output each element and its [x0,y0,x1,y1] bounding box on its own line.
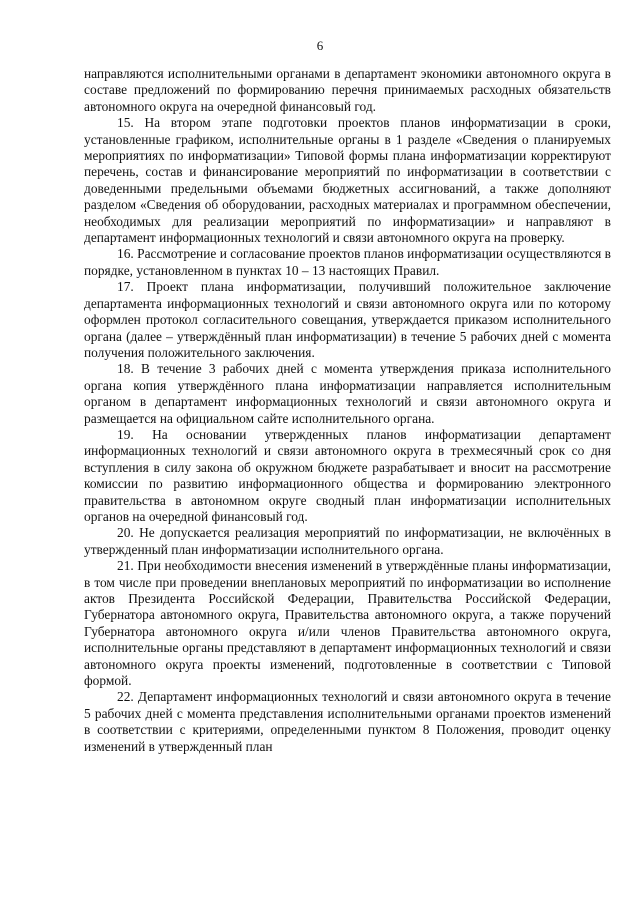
paragraph-15: 15. На втором этапе подготовки проектов планов информатизации в сроки, установленные графиком, исполнительные органы в 1 разделе «Сведения о планируемых мероприятиях по информатизации» Типовой формы плана информатизации корректируют перечень, состав и финансирование мероприятий по информатизации в соответствии с доведенными предельными объемами бюджетных ассигнований, а также дополняют разделом «Сведения об оборудовании, расходных материалах и программном обеспечении, необходимых для реализации мероприятий по информатизации» и направляют в департамент информационных технологий и связи автономного округа на проверку. [84,115,611,246]
paragraph-22: 22. Департамент информационных технологий и связи автономного округа в течение 5 рабочих дней с момента представления исполнительными органами проектов изменений в соответствии с критериями, определенными пунктом 8 Положения, проводит оценку изменений в утвержденный план [84,689,611,754]
document-body [84,66,611,755]
paragraph-16: 16. Рассмотрение и согласование проектов планов информатизации осуществляются в порядке, установленном в пунктах 10 – 13 настоящих Правил. [84,246,611,278]
paragraph-20: 20. Не допускается реализация мероприятий по информатизации, не включённых в утвержденный план информатизации исполнительного органа. [84,525,611,557]
paragraph-19: 19. На основании утвержденных планов информатизации департамент информационных технологий и связи автономного округа в трехмесячный срок со дня вступления в силу закона об окружном бюджете разрабатывает и вносит на рассмотрение комиссии по развитию информационного общества и формированию электронного правительства в автономном округе сводный план информатизации исполнительных органов на очередной финансовый год. [84,426,611,524]
page-number: 6 [316,38,324,53]
paragraph-18: 18. В течение 3 рабочих дней с момента утверждения приказа исполнительного органа копия утверждённого плана информатизации направляется исполнительным органом в департамент информационных технологий и связи автономного округа и размещается на официальном сайте исполнительного органа. [84,361,611,426]
paragraph-21: 21. При необходимости внесения изменений в утверждённые планы информатизации, в том числе при проведении внеплановых мероприятий по информатизации во исполнение актов Президента Российской Федерации, Правительства Российской Федерации, Губернатора автономного округа, Правительства автономного округа, а также поручений Губернатора автономного округа и/или членов Правительства автономного округа, исполнительные органы представляют в департамент информационных технологий и связи автономного округа проекты изменений, подготовленные в соответствии с Типовой формой. [84,558,611,689]
paragraph-continuation: направляются исполнительными органами в департамент экономики автономного округа в составе предложений по формированию перечня принимаемых расходных обязательств автономного округа на очередной финансовый год. [84,66,611,114]
paragraph-17: 17. Проект плана информатизации, получивший положительное заключение департамента информационных технологий и связи автономного округа или по которому оформлен протокол согласительного совещания, утверждается приказом исполнительного органа (далее – утверждённый план информатизации) в течение 5 рабочих дней с момента получения положительного заключения. [84,279,611,360]
